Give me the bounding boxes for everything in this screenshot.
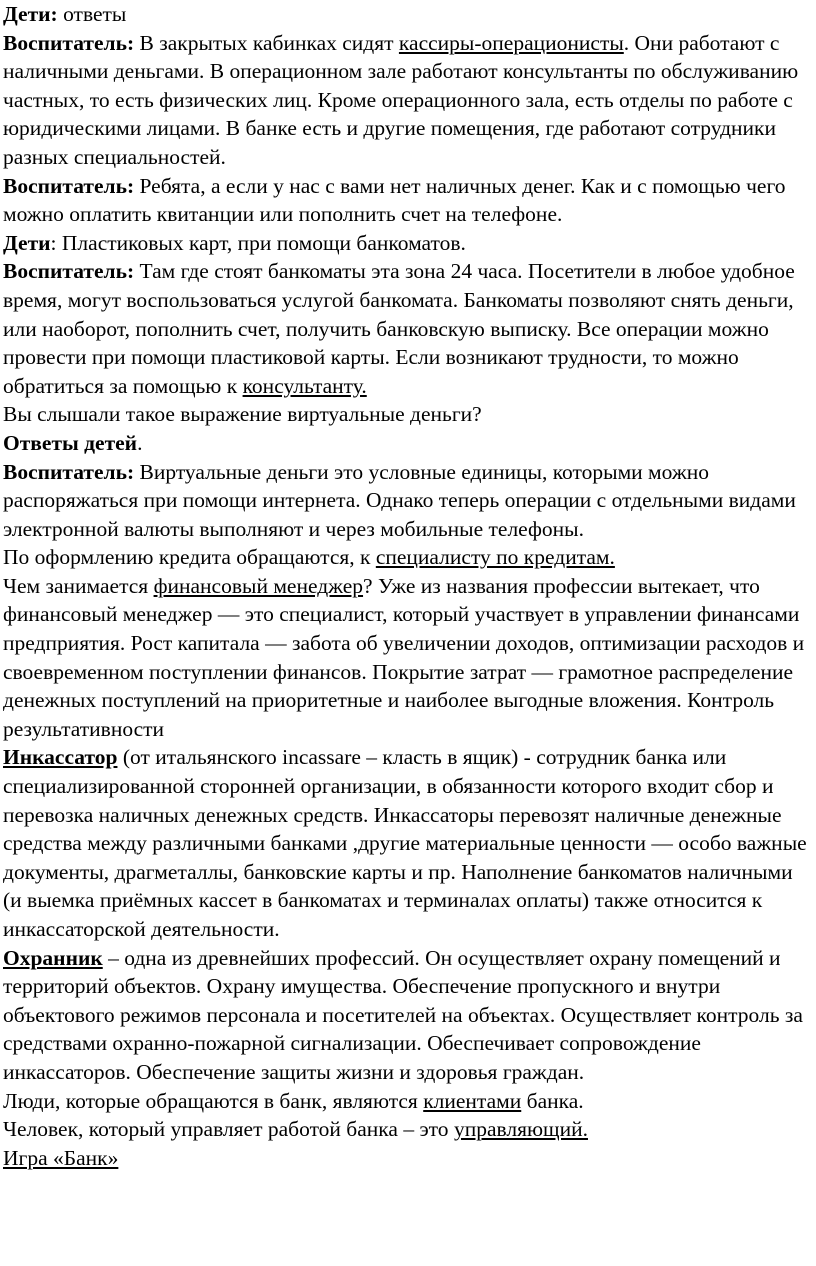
paragraph-text: В закрытых кабинках сидят xyxy=(134,30,399,55)
paragraph-text: . Они работают с наличными деньгами. В операционном зале работают консультанты по обслуживанию частных, то есть физических лиц. Кроме операционного зала, есть отделы по работе с юридическими лицами. В банке есть и другие помещения, где работают сотрудники разных специальностей. xyxy=(3,30,799,169)
term-cashiers: кассиры-операционисты xyxy=(398,30,624,55)
paragraph-text: банка. xyxy=(521,1088,584,1113)
paragraph-financial-manager xyxy=(3,572,808,744)
speaker-label: Воспитатель: xyxy=(3,259,135,284)
speaker-label: Воспитатель: xyxy=(3,459,135,484)
paragraph-teacher-virtual-money xyxy=(3,458,808,544)
speaker-label: Дети: xyxy=(3,2,58,26)
speaker-label: Дети xyxy=(3,230,51,255)
paragraph-teacher-cashiers xyxy=(3,29,808,172)
game-title: Игра «Банк» xyxy=(3,1145,119,1170)
paragraph-credit xyxy=(3,543,808,572)
paragraph-text: По оформлению кредита обращаются, к xyxy=(3,545,376,570)
term-bank-manager: управляющий. xyxy=(453,1117,588,1142)
term-guard: Охранник xyxy=(3,945,103,970)
paragraph-text: Там где стоят банкоматы эта зона 24 часа. Посетители в любое удобное время, могут воспользоваться услугой банкомата. Банкоматы позволяют снять деньги, или наоборот, пополнить счет, получить банковскую выписку. Все операции можно провести при помощи пластиковой карты. Если возникают трудности, то можно обратиться за помощью к xyxy=(3,259,795,398)
paragraph-teacher-atm xyxy=(3,257,808,400)
paragraph-guard xyxy=(3,944,808,1087)
paragraph-text: . xyxy=(137,430,143,455)
paragraph-manager xyxy=(3,1115,808,1144)
paragraph-clients xyxy=(3,1087,808,1116)
paragraph-teacher-question xyxy=(3,172,808,229)
speaker-label: Ответы детей xyxy=(3,430,138,455)
paragraph-text: : Пластиковых карт, при помощи банкоматов. xyxy=(50,230,466,255)
paragraph-text: Чем занимается xyxy=(3,573,154,598)
term-consultant: консультанту. xyxy=(242,373,367,398)
paragraph-collector xyxy=(3,743,808,943)
speaker-label: Воспитатель: xyxy=(3,30,135,55)
paragraph-text: Виртуальные деньги это условные единицы, которыми можно распоряжаться при помощи интернета. Однако теперь операции с отдельными видами электронной валюты выполняют и через мобильные телефоны. xyxy=(3,459,796,541)
term-clients: клиентами xyxy=(423,1088,522,1113)
paragraph-text: Человек, который управляет работой банка – это xyxy=(3,1117,454,1142)
paragraph-text: Люди, которые обращаются в банк, являются xyxy=(3,1088,424,1113)
term-financial-manager: финансовый менеджер xyxy=(153,573,364,598)
paragraph-virtual-money-question xyxy=(3,400,808,429)
paragraph-text: – одна из древнейших профессий. Он осуществляет охрану помещений и территорий объектов. Охрану имущества. Обеспечение пропускного и внутри объектового режимов персонала и посетителей на объектах. Осуществляет контроль за средствами охранно-пожарной сигнализации. Обеспечивает сопровождение инкассаторов. Обеспечение защиты жизни и здоровья граждан. xyxy=(3,945,803,1084)
paragraph-text: ответы xyxy=(57,2,127,26)
paragraph-text: (от итальянского incassare – класть в ящик) - сотрудник банка или специализированной сторонней организации, в обязанности которого входит сбор и перевозка наличных денежных средств. Инкассаторы перевозят наличные денежные средства между различными банками ,другие материальные ценности — особо важные документы, драгметаллы, банковские карты и пр. Наполнение банкоматов наличными (и выемка приёмных кассет в банкоматах и терминалах оплаты) также относится к инкассаторской деятельности. xyxy=(3,745,807,941)
paragraph-game-title xyxy=(3,1144,808,1173)
paragraph-children-cards xyxy=(3,229,808,258)
paragraph-text: ? Уже из названия профессии вытекает, что финансовый менеджер — это специалист, который участвует в управлении финансами предприятия. Рост капитала — забота об увеличении доходов, оптимизации расходов и своевременном поступлении финансов. Покрытие затрат — грамотное распределение денежных поступлений на приоритетные и наиболее выгодные вложения. Контроль результативности xyxy=(3,573,805,741)
paragraph-text: Вы слышали такое выражение виртуальные деньги? xyxy=(3,402,482,427)
speaker-label: Воспитатель: xyxy=(3,173,135,198)
paragraph-text: Ребята, а если у нас с вами нет наличных денег. Как и с помощью чего можно оплатить квитанции или пополнить счет на телефоне. xyxy=(3,173,786,227)
paragraph-children-answers-2 xyxy=(3,429,808,458)
term-collector: Инкассатор xyxy=(3,745,118,770)
term-credit-specialist: специалисту по кредитам. xyxy=(375,545,615,570)
paragraph-children-answers xyxy=(3,0,808,29)
